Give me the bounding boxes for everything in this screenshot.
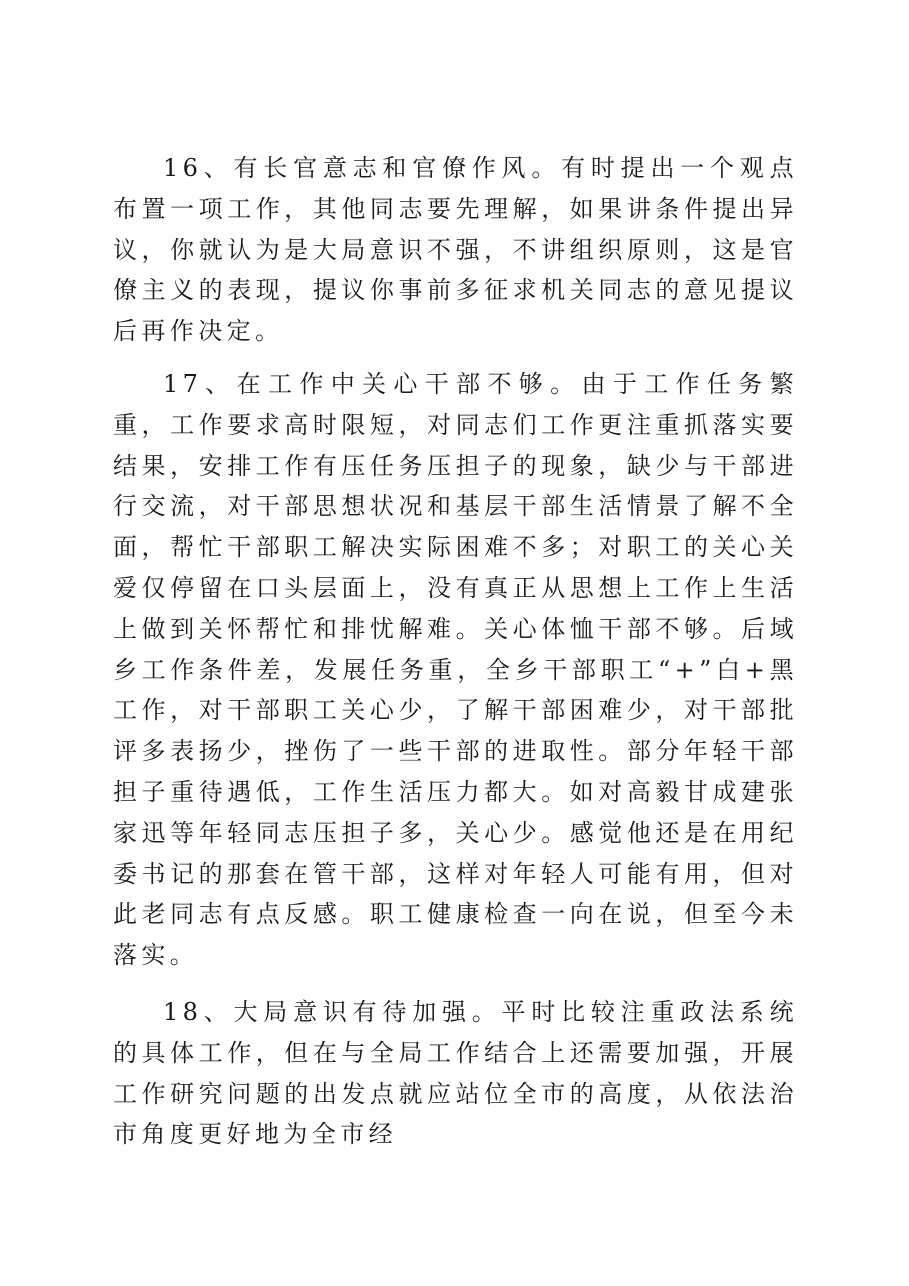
- paragraph-18: 18、大局意识有待加强。平时比较注重政法系统的具体工作，但在与全局工作结合上还需要加强，开展工作研究问题的出发点就应站位全市的高度，从依法治市角度更好地为全市经: [113, 997, 798, 1149]
- document-body: [113, 148, 798, 1167]
- paragraph-16: 16、有长官意志和官僚作风。有时提出一个观点布置一项工作，其他同志要先理解，如果讲条件提出异议，你就认为是大局意识不强，不讲组织原则，这是官僚主义的表现，提议你事前多征求机关同志的意见提议后再作决定。: [113, 154, 798, 346]
- paragraph-17: 17、在工作中关心干部不够。由于工作任务繁重，工作要求高时限短，对同志们工作更注重抓落实要结果，安排工作有压任务压担子的现象，缺少与干部进行交流，对干部思想状况和基层干部生活情景了解不全面，帮忙干部职工解决实际困难不多；对职工的关心关爱仅停留在口头层面上，没有真正从思想上工作上生活上做到关怀帮忙和排忧解难。关心体恤干部不够。后域乡工作条件差，发展任务重，全乡干部职工“+”白+黑工作，对干部职工关心少，了解干部困难少，对干部批评多表扬少，挫伤了一些干部的进取性。部分年轻干部担子重待遇低，工作生活压力都大。如对高毅甘成建张家迅等年轻同志压担子多，关心少。感觉他还是在用纪委书记的那套在管干部，这样对年轻人可能有用，但对此老同志有点反感。职工健康检查一向在说，但至今未落实。: [113, 369, 798, 970]
